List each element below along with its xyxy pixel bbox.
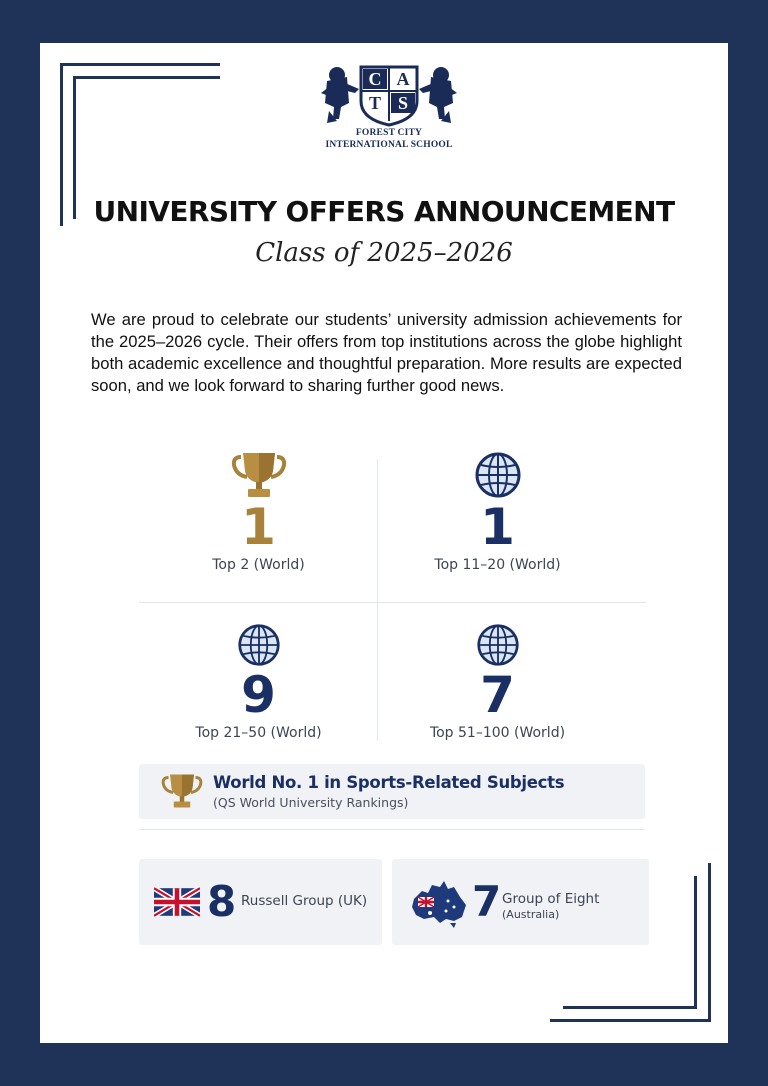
russell-group-label: Russell Group (UK) — [241, 893, 368, 909]
stat-label: Top 11–20 (World) — [434, 557, 561, 573]
sports-ranking-source: (QS World University Rankings) — [213, 795, 409, 810]
stat-label: Top 51–100 (World) — [429, 725, 566, 741]
page-subtitle: Class of 2025–2026 — [255, 238, 513, 268]
stat-value: 7 — [480, 666, 515, 724]
group-of-eight-card — [392, 859, 649, 945]
logo-letter-t: T — [368, 93, 382, 113]
trophy-icon — [161, 770, 203, 812]
group-of-eight-label: Group of Eight — [502, 891, 600, 907]
grid-divider-horizontal — [139, 602, 646, 603]
stat-top-2 — [139, 447, 378, 575]
globe-icon — [474, 451, 522, 499]
page-title: UNIVERSITY OFFERS ANNOUNCEMENT — [93, 195, 675, 228]
section-divider — [139, 829, 645, 830]
uk-flag-icon — [154, 887, 200, 917]
stat-value: 1 — [241, 498, 276, 556]
sports-ranking-title: World No. 1 in Sports-Related Subjects — [213, 773, 565, 792]
sports-ranking-banner — [139, 764, 645, 819]
group-of-eight-count: 7 — [472, 877, 502, 926]
cats-crest-icon — [319, 63, 459, 127]
offers-infographic — [139, 435, 651, 953]
stat-value: 9 — [241, 666, 276, 724]
stat-value: 1 — [480, 498, 515, 556]
school-name-line1: FOREST CITY — [355, 128, 423, 138]
group-of-eight-country: (Australia) — [502, 908, 560, 921]
intro-paragraph: We are proud to celebrate our students’ university admission achievements for the 2025–2026 cycle. Their offers from top institutions across the globe highlight both academic excellence and thoughtful preparation. More results are expected soon, and we look forward to sharing further good news. — [91, 310, 682, 395]
russell-group-card — [139, 859, 382, 945]
russell-group-count: 8 — [207, 877, 237, 926]
stat-top-11-20 — [378, 447, 617, 575]
stat-label: Top 2 (World) — [212, 557, 305, 573]
stat-label: Top 21–50 (World) — [195, 725, 322, 741]
school-logo — [319, 63, 459, 163]
announcement-sheet — [40, 43, 728, 1043]
logo-letter-s: S — [397, 93, 409, 113]
logo-letter-a: A — [396, 69, 410, 89]
australia-map-icon — [410, 879, 468, 929]
school-name-line2: INTERNATIONAL SCHOOL — [325, 140, 453, 150]
stat-top-51-100 — [378, 615, 617, 743]
stat-top-21-50 — [139, 615, 378, 743]
globe-icon — [476, 623, 520, 667]
globe-icon — [237, 623, 281, 667]
trophy-icon — [231, 451, 287, 499]
logo-letter-c: C — [368, 69, 382, 89]
